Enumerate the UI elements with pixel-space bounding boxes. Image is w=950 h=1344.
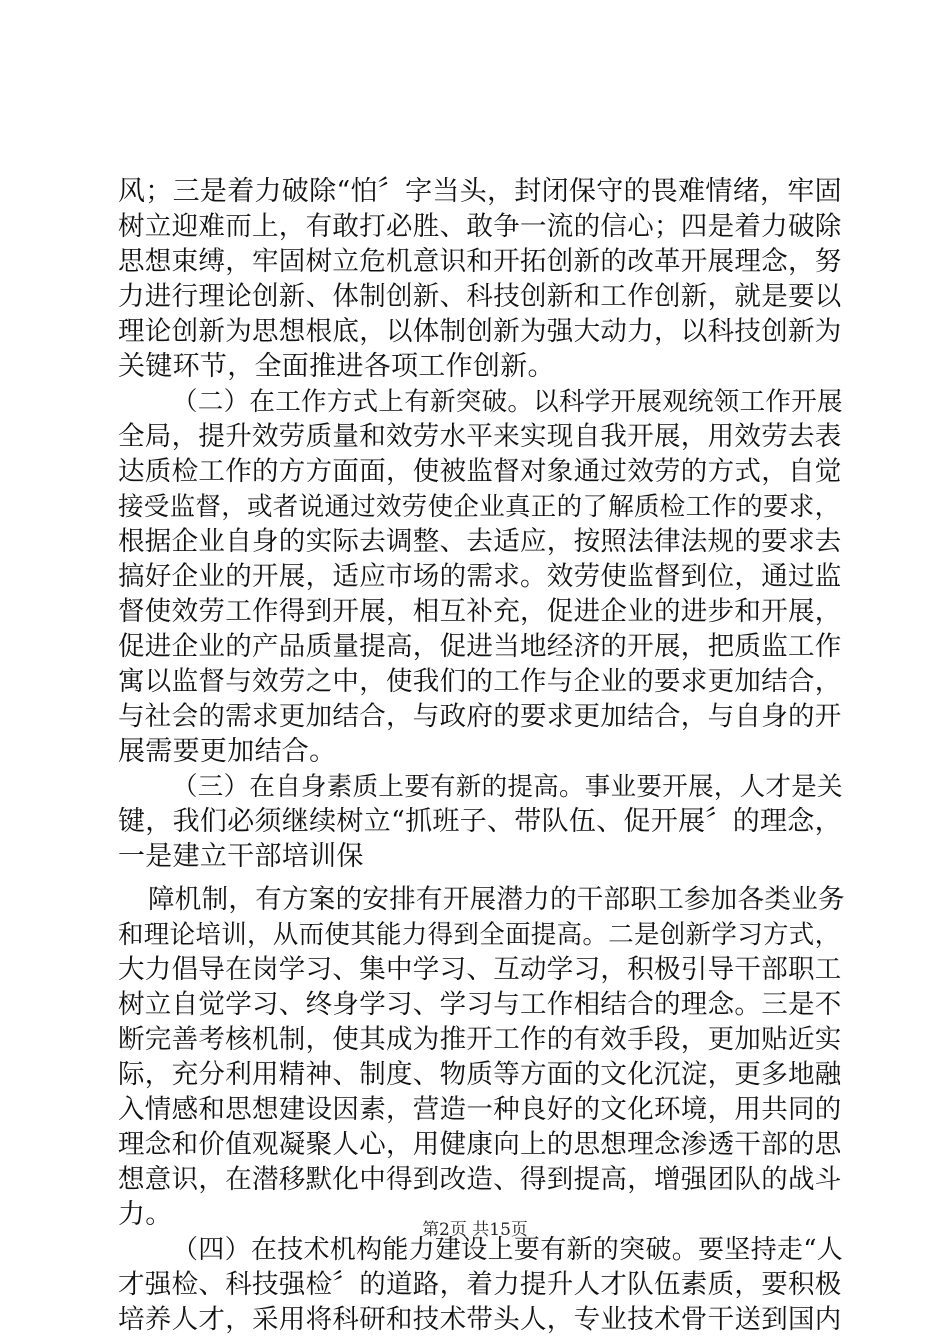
text-line: 接受监督，或者说通过效劳使企业真正的了解质检工作的要求， xyxy=(118,492,841,522)
text-line: 达质检工作的方方面面，使被监督对象通过效劳的方式，自觉 xyxy=(118,456,842,487)
text-line: 督使效劳工作得到开展，相互补充，促进企业的进步和开展， xyxy=(118,596,842,627)
text-line: 促进企业的产品质量提高，促进当地经济的开展，把质监工作 xyxy=(118,631,842,662)
text-line: （四）在技术机构能力建设上要有新的突破。要坚持走“人 xyxy=(172,1235,844,1265)
text-line: 搞好企业的开展，适应市场的需求。效劳使监督到位，通过监 xyxy=(118,561,842,592)
text-line: 一是建立干部培训保 xyxy=(118,841,364,872)
text-line: 大力倡导在岗学习、集中学习、互动学习，积极引导干部职工 xyxy=(118,954,842,985)
text-line: 树立自觉学习、终身学习、学习与工作相结合的理念。三是不 xyxy=(118,989,842,1020)
text-line: 思想束缚，牢固树立危机意识和开拓创新的改革开展理念，努 xyxy=(118,246,842,277)
text-line: 想意识，在潜移默化中得到改造、得到提高，增强团队的战斗 xyxy=(118,1164,842,1195)
text-line: 才强检、科技强检〞的道路，着力提升人才队伍素质，要积极 xyxy=(118,1269,842,1300)
text-line: 树立迎难而上，有敢打必胜、敢争一流的信心；四是着力破除 xyxy=(118,211,842,242)
text-line: 理念和价值观凝聚人心，用健康向上的思想理念渗透干部的思 xyxy=(118,1129,842,1160)
text-line: 根据企业自身的实际去调整、去适应，按照法律法规的要求去 xyxy=(118,526,842,557)
text-line: （三）在自身素质上要有新的提高。事业要开展，人才是关 xyxy=(172,772,843,802)
text-line: 风；三是着力破除“怕〞字当头，封闭保守的畏难情绪，牢固 xyxy=(118,176,842,207)
text-line: 际，充分利用精神、制度、物质等方面的文化沉淀，更多地融 xyxy=(118,1059,842,1090)
text-line: 入情感和思想建设因素，营造一种良好的文化环境，用共同的 xyxy=(118,1094,842,1125)
text-line: （二）在工作方式上有新突破。以科学开展观统领工作开展 xyxy=(172,387,843,417)
text-line: 和理论培训，从而使其能力得到全面提高。二是创新学习方式， xyxy=(118,920,841,950)
text-line: 力。 xyxy=(118,1199,173,1230)
text-line: 障机制，有方案的安排有开展潜力的干部职工参加各类业务 xyxy=(148,884,845,915)
text-line: 理论创新为思想根底，以体制创新为强大动力，以科技创新为 xyxy=(118,316,842,347)
text-line: 断完善考核机制，使其成为推开工作的有效手段，更加贴近实 xyxy=(118,1024,842,1055)
text-line: 全局，提升效劳质量和效劳水平来实现自我开展，用效劳去表 xyxy=(118,421,842,452)
text-line: 展需要更加结合。 xyxy=(118,736,337,767)
text-line: 寓以监督与效劳之中，使我们的工作与企业的要求更加结合， xyxy=(118,666,842,697)
page-number-footer: 第2页 共15页 xyxy=(422,1220,528,1240)
text-line: 与社会的需求更加结合，与政府的要求更加结合，与自身的开 xyxy=(118,701,842,732)
text-line: 力进行理论创新、体制创新、科技创新和工作创新，就是要以 xyxy=(118,281,842,312)
text-line: 关键环节，全面推进各项工作创新。 xyxy=(118,351,555,382)
text-line: 键，我们必须继续树立“抓班子、带队伍、促开展〞的理念， xyxy=(118,806,842,837)
text-line: 培养人才，采用将科研和技术带头人，专业技术骨干送到国内 xyxy=(118,1304,842,1335)
